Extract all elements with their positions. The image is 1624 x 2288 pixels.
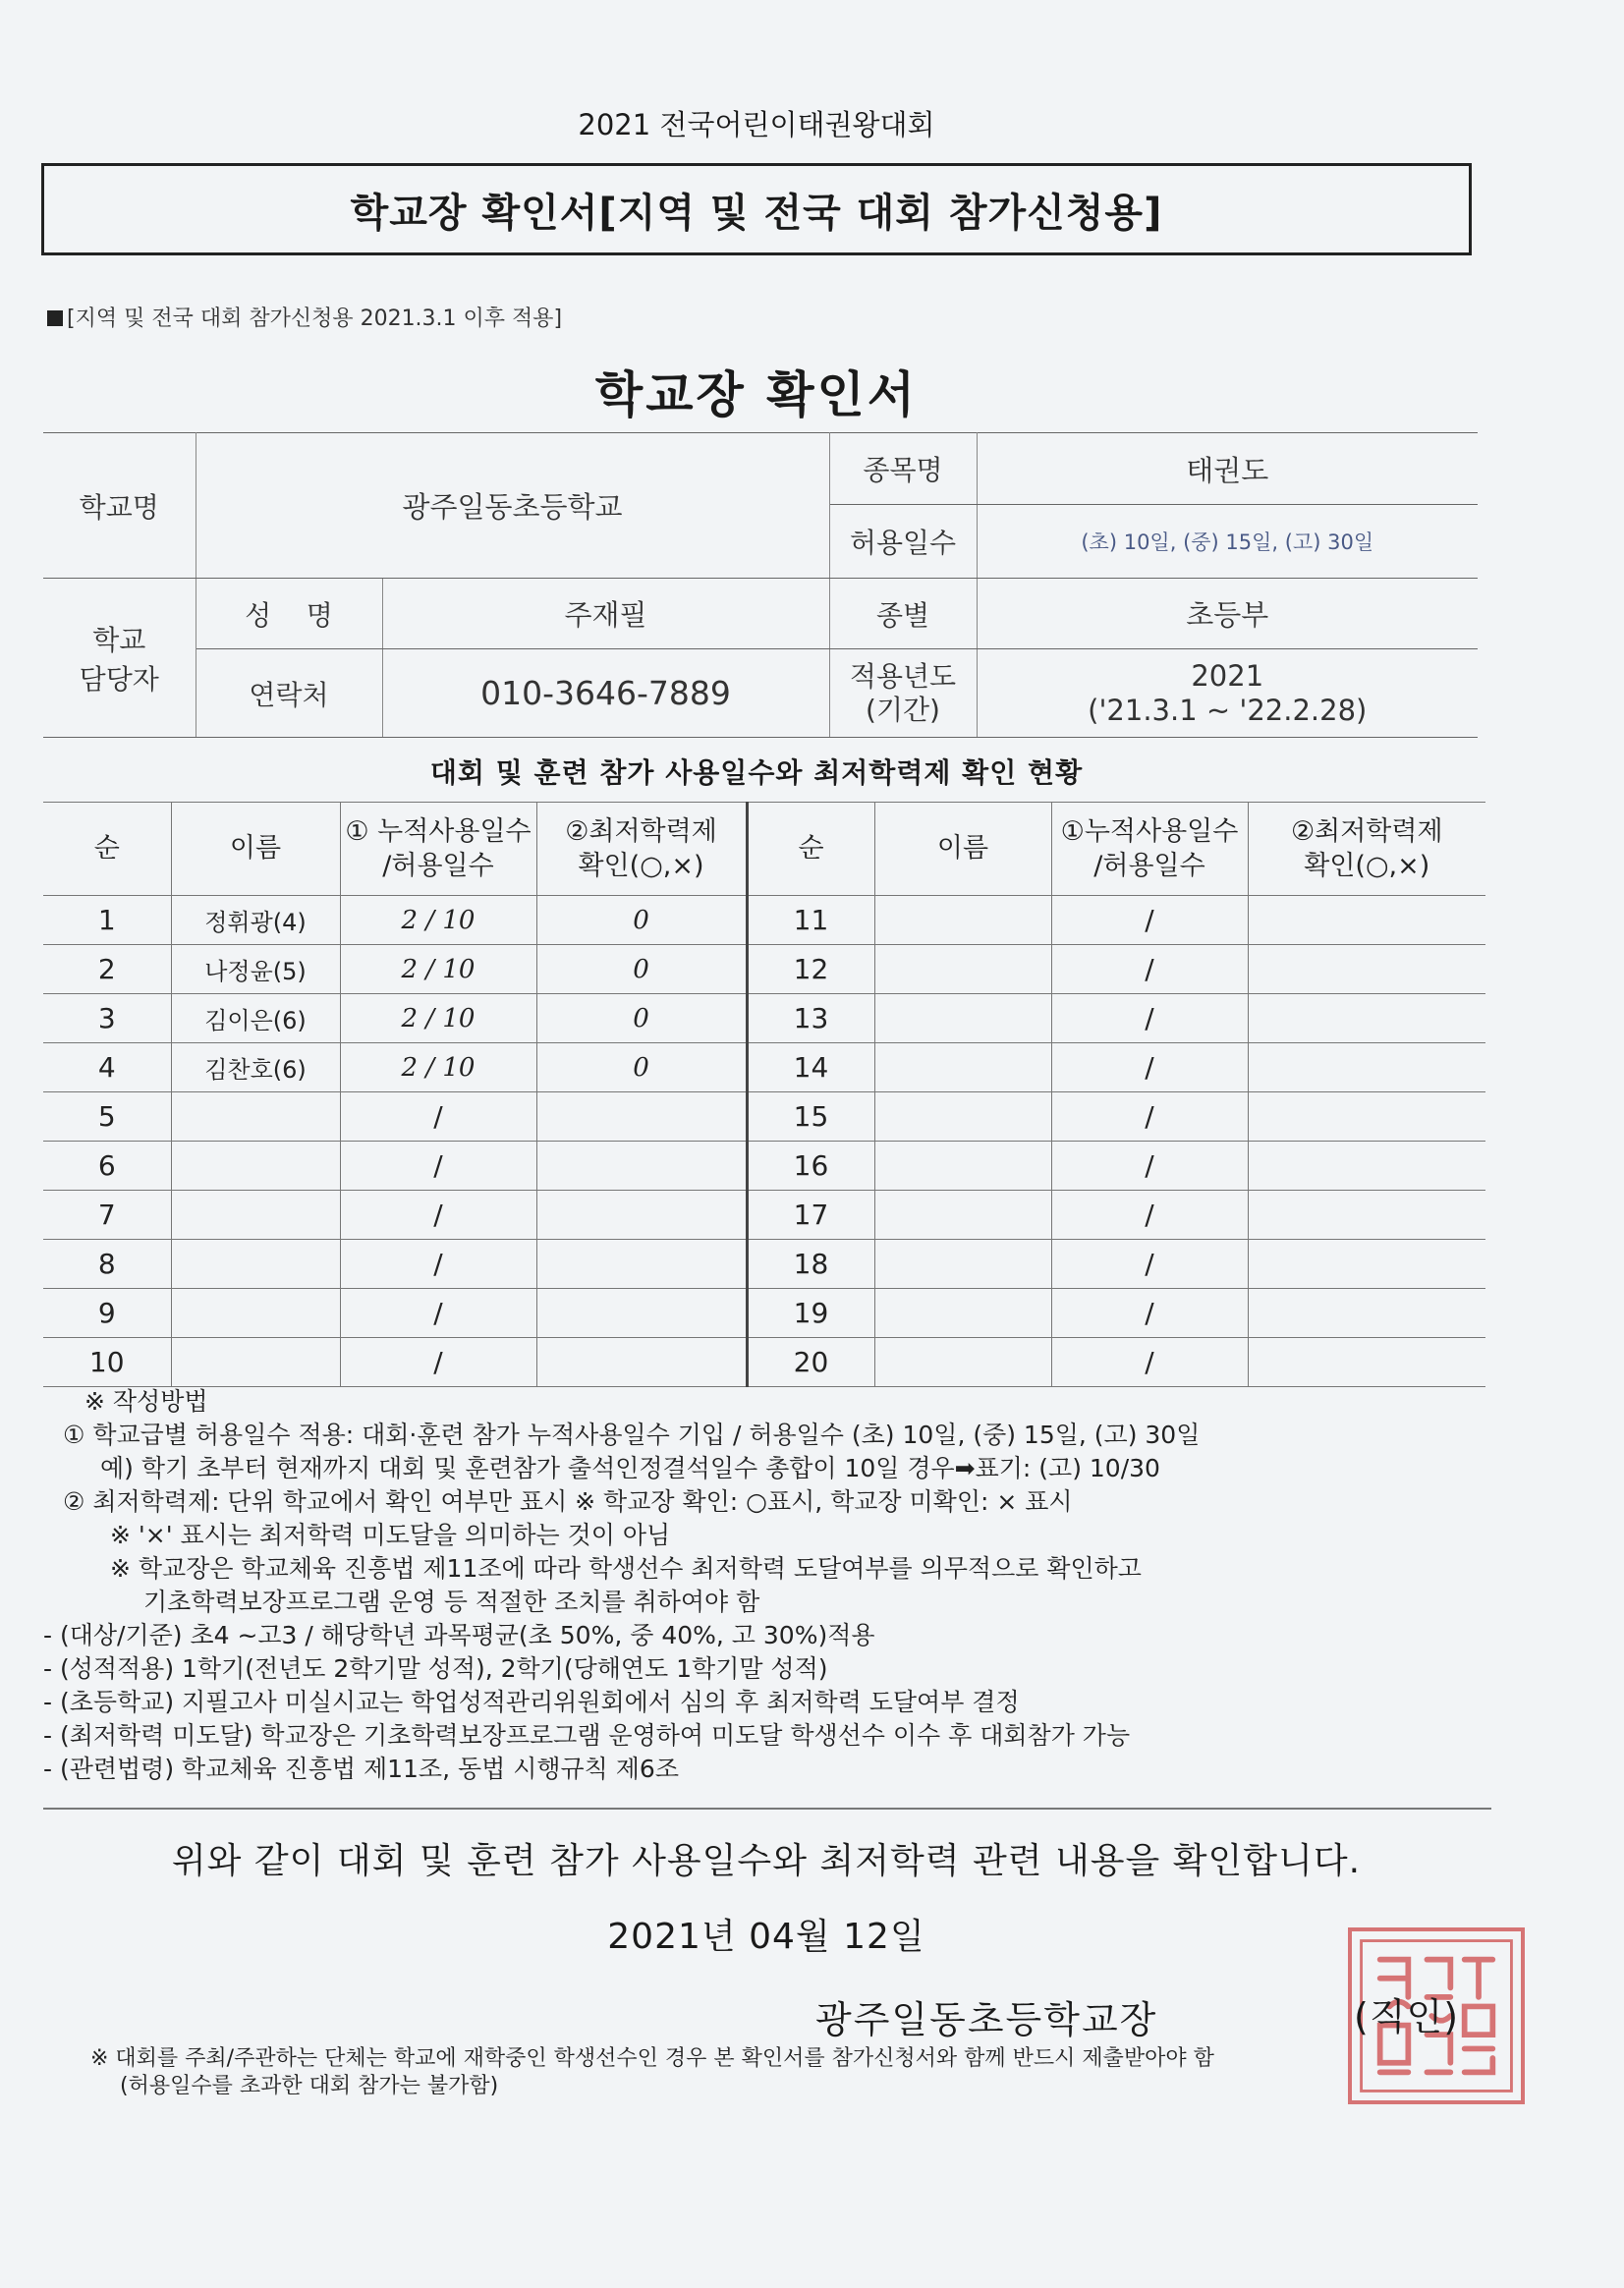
row-no-right: 17 [747,1191,874,1240]
row-name: 정휘광(4) [171,896,340,945]
year-label-line2: (기간) [866,693,940,726]
row-academic-right [1248,1240,1485,1289]
guide-section [43,1385,1497,1786]
sport-label: 종목명 [829,433,977,505]
row-name [171,1338,340,1387]
col-academic-line1: ②최저학력제 [565,815,717,847]
col-name: 이름 [171,803,340,896]
row-name-right [874,1240,1051,1289]
row-no-right: 13 [747,994,874,1043]
staff-label-line2: 담당자 [79,662,159,696]
col-days-line2: /허용일수 [382,851,494,881]
col-no-right: 순 [747,803,874,896]
col-days-line1: ① 누적사용일수 [345,815,532,847]
guide-line: - (최저학력 미도달) 학교장은 기초학력보장프로그램 운영하여 미도달 학생선수 이수 후 대회참가 가능 [43,1721,1131,1750]
roster-section-title: 대회 및 훈련 참가 사용일수와 최저학력제 확인 현황 [429,756,1084,789]
confirm-statement: 위와 같이 대회 및 훈련 참가 사용일수와 최저학력 관련 내용을 확인합니다. [171,1841,1362,1881]
school-label: 학교명 [43,433,196,579]
row-days: / [340,1092,536,1142]
table-row [43,1289,1485,1338]
row-name-right [874,1043,1051,1092]
row-name-right [874,945,1051,994]
row-days-right: / [1051,1043,1248,1092]
col-days-right-line2: /허용일수 [1093,851,1205,881]
col-no: 순 [43,803,171,896]
contact-value: 010-3646-7889 [382,649,829,738]
row-days-right: / [1051,1289,1248,1338]
row-days-right: / [1051,1240,1248,1289]
row-days: / [340,1289,536,1338]
guide-line: 예) 학기 초부터 현재까지 대회 및 훈련참가 출석인정결석일수 총합이 10일 경우➡표기: (고) 10/30 [100,1454,1160,1482]
principal-name: 광주일동초등학교장 [815,1998,1158,2041]
row-name: 김이은(6) [171,994,340,1043]
row-academic-right [1248,1142,1485,1191]
row-academic-right [1248,896,1485,945]
row-academic: 0 [536,945,747,994]
col-academic [536,803,747,896]
row-days: 2 / 10 [340,896,536,945]
row-no-right: 18 [747,1240,874,1289]
row-no-right: 16 [747,1142,874,1191]
row-academic [536,1289,747,1338]
row-no: 7 [43,1191,171,1240]
row-academic [536,1240,747,1289]
row-days-right: / [1051,1338,1248,1387]
seal-label: (직인) [1354,1995,1460,2038]
row-academic-right [1248,1191,1485,1240]
row-name: 나정윤(5) [171,945,340,994]
contact-label: 연락처 [196,649,382,738]
year-value-line2: ('21.3.1 ~ '22.2.28) [1088,693,1368,727]
row-name-right [874,1142,1051,1191]
row-academic-right [1248,1338,1485,1387]
footer-note-line2: (허용일수를 초과한 대회 참가는 불가함) [120,2074,499,2098]
guide-line: - (관련법령) 학교체육 진흥법 제11조, 동법 시행규칙 제6조 [43,1755,679,1783]
info-table [43,432,1478,738]
col-days-right-line1: ①누적사용일수 [1060,815,1239,847]
division-label: 종별 [829,579,977,649]
year-value [977,649,1478,738]
row-no-right: 14 [747,1043,874,1092]
issue-date: 2021년 04월 12일 [607,1917,925,1957]
row-no: 9 [43,1289,171,1338]
row-name-right [874,896,1051,945]
row-days: 2 / 10 [340,1043,536,1092]
row-academic [536,1142,747,1191]
year-label [829,649,977,738]
col-academic-right-line1: ②최저학력제 [1290,815,1443,847]
row-name [171,1142,340,1191]
row-academic-right [1248,945,1485,994]
table-row [43,994,1485,1043]
row-days: 2 / 10 [340,994,536,1043]
row-no-right: 11 [747,896,874,945]
guide-heading: ※ 작성방법 [84,1387,208,1416]
row-no: 2 [43,945,171,994]
guide-line: - (성적적용) 1학기(전년도 2학기말 성적), 2학기(당해연도 1학기말 성적) [43,1654,828,1683]
row-academic-right [1248,1289,1485,1338]
table-row [43,1142,1485,1191]
name-value: 주재필 [382,579,829,649]
col-name-right: 이름 [874,803,1051,896]
table-row [43,1240,1485,1289]
staff-label-line1: 학교 [92,623,146,656]
notice-text: [지역 및 전국 대회 참가신청용 2021.3.1 이후 적용] [67,307,563,331]
col-days [340,803,536,896]
table-row [43,896,1485,945]
row-name-right [874,994,1051,1043]
row-no: 10 [43,1338,171,1387]
year-label-line1: 적용년도 [849,659,957,693]
allowed-days-label: 허용일수 [829,505,977,579]
col-days-right [1051,803,1248,896]
guide-line: ② 최저학력제: 단위 학교에서 확인 여부만 표시 ※ 학교장 확인: ○표시, 학교장 미확인: × 표시 [63,1487,1073,1516]
row-name-right [874,1289,1051,1338]
square-bullet-icon [47,310,63,326]
row-name-right [874,1338,1051,1387]
table-row [43,1092,1485,1142]
row-days: / [340,1240,536,1289]
table-row [43,1338,1485,1387]
table-row [43,1191,1485,1240]
table-row [43,945,1485,994]
row-no-right: 15 [747,1092,874,1142]
row-days: 2 / 10 [340,945,536,994]
staff-label [43,579,196,738]
guide-line: - (초등학교) 지필고사 미실시교는 학업성적관리위원회에서 심의 후 최저학력 도달여부 결정 [43,1688,1020,1716]
footer-note-line1: ※ 대회를 주최/주관하는 단체는 학교에 재학중인 학생선수인 경우 본 확인서를 참가신청서와 함께 반드시 제출받아야 함 [90,2046,1214,2071]
form-title: 학교장 확인서[지역 및 전국 대회 참가신청용] [41,163,1472,255]
row-no: 8 [43,1240,171,1289]
row-academic-right [1248,994,1485,1043]
row-academic [536,1338,747,1387]
row-academic [536,1191,747,1240]
row-days-right: / [1051,994,1248,1043]
col-academic-line2: 확인(○,×) [578,851,704,881]
guide-line: ※ '×' 표시는 최저학력 미도달을 의미하는 것이 아님 [110,1521,671,1549]
row-academic: 0 [536,1043,747,1092]
sport-value: 태권도 [977,433,1478,505]
allowed-days-value: (초) 10일, (중) 15일, (고) 30일 [977,505,1478,579]
year-value-line1: 2021 [1191,658,1264,693]
row-name [171,1092,340,1142]
row-academic: 0 [536,994,747,1043]
row-days-right: / [1051,1142,1248,1191]
row-days-right: / [1051,945,1248,994]
row-academic-right [1248,1043,1485,1092]
col-academic-right-line2: 확인(○,×) [1304,851,1430,881]
row-academic-right [1248,1092,1485,1142]
col-academic-right [1248,803,1485,896]
roster-table [43,802,1485,1387]
notice-line [47,302,562,332]
row-days-right: / [1051,1092,1248,1142]
row-days-right: / [1051,896,1248,945]
table-row [43,1043,1485,1092]
row-no-right: 20 [747,1338,874,1387]
row-no: 4 [43,1043,171,1092]
event-title: 2021 전국어린이태권왕대회 [578,108,935,141]
row-no: 5 [43,1092,171,1142]
footer-note [90,2045,1495,2100]
row-days-right: / [1051,1191,1248,1240]
row-no-right: 19 [747,1289,874,1338]
row-academic [536,1092,747,1142]
divider [43,1808,1491,1810]
row-name [171,1191,340,1240]
row-name-right [874,1092,1051,1142]
row-name [171,1240,340,1289]
row-no: 3 [43,994,171,1043]
division-value: 초등부 [977,579,1478,649]
school-value: 광주일동초등학교 [196,433,829,579]
name-label: 성 명 [196,579,382,649]
row-days: / [340,1338,536,1387]
guide-line: 기초학력보장프로그램 운영 등 적절한 조치를 취하여야 함 [143,1588,760,1616]
row-days: / [340,1142,536,1191]
guide-line: ※ 학교장은 학교체육 진흥법 제11조에 따라 학생선수 최저학력 도달여부를 의무적으로 확인하고 [110,1554,1142,1583]
guide-line: ① 학교급별 허용일수 적용: 대회·훈련 참가 누적사용일수 기입 / 허용일수 (초) 10일, (중) 15일, (고) 30일 [63,1421,1201,1449]
row-academic: 0 [536,896,747,945]
row-name-right [874,1191,1051,1240]
row-days: / [340,1191,536,1240]
row-no: 6 [43,1142,171,1191]
row-name [171,1289,340,1338]
doc-title: 학교장 확인서 [594,366,919,423]
row-no-right: 12 [747,945,874,994]
row-no: 1 [43,896,171,945]
row-name: 김찬호(6) [171,1043,340,1092]
guide-line: - (대상/기준) 초4 ~고3 / 해당학년 과목평균(초 50%, 중 40%, 고 30%)적용 [43,1621,875,1649]
